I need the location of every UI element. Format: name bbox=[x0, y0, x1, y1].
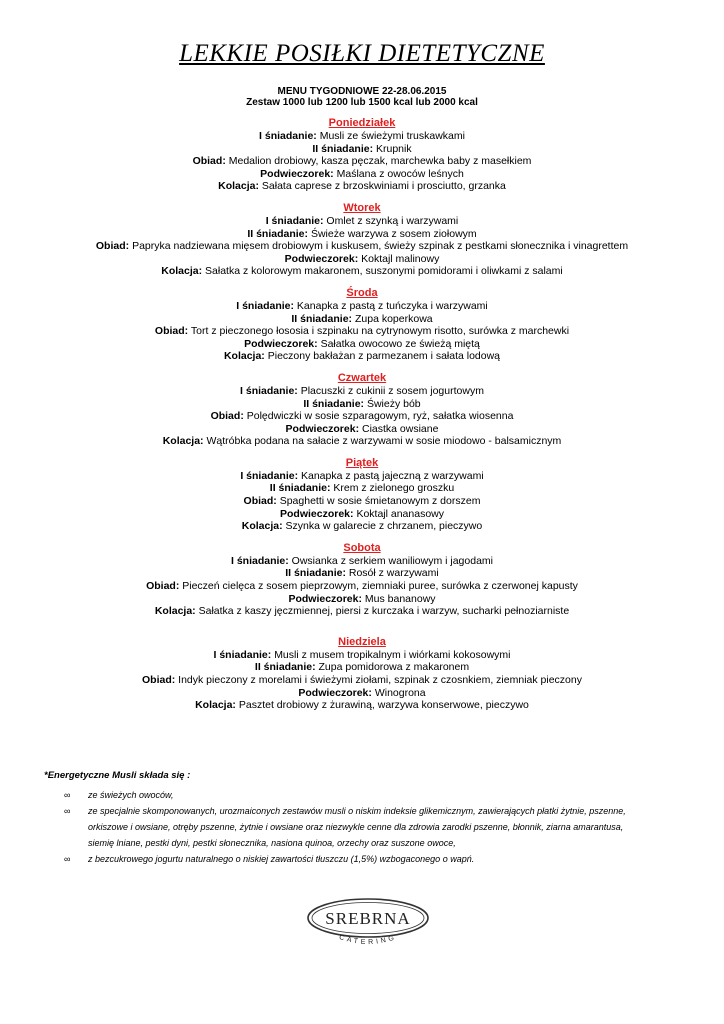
meal-row bbox=[0, 649, 724, 662]
meal-text: Omlet z szynką i warzywami bbox=[326, 214, 459, 227]
day-section bbox=[0, 202, 724, 278]
meal-text: Kanapka z pastą z tuńczyka i warzywami bbox=[296, 299, 488, 312]
meal-row bbox=[0, 168, 724, 181]
day-name: Wtorek bbox=[343, 201, 381, 214]
day-section bbox=[0, 372, 724, 448]
meal-row bbox=[0, 410, 724, 423]
day-name: Sobota bbox=[343, 541, 381, 554]
meal-text: Maślana z owoców leśnych bbox=[336, 167, 464, 180]
meal-row bbox=[0, 130, 724, 143]
meal-text: Pieczony bakłażan z parmezanem i sałata lodową bbox=[267, 350, 501, 363]
meal-label: I śniadanie: bbox=[240, 469, 299, 482]
meal-label: II śniadanie: bbox=[303, 397, 365, 410]
meal-text: Musli ze świeżymi truskawkami bbox=[319, 130, 465, 142]
meal-text: Polędwiczki w sosie szparagowym, ryż, sałatka wiosenna bbox=[246, 410, 514, 423]
day-name: Piątek bbox=[345, 456, 379, 469]
meal-row bbox=[0, 265, 724, 278]
meal-row bbox=[0, 661, 724, 674]
meal-text: Pieczeń cielęca z sosem pieprzowym, ziemniaki puree, surówka z czerwonej kapusty bbox=[182, 580, 578, 593]
meal-label: Kolacja: bbox=[162, 435, 204, 448]
meal-row bbox=[0, 338, 724, 351]
meal-label: Kolacja: bbox=[223, 350, 265, 363]
meal-row bbox=[0, 699, 724, 712]
meal-text: Świeży bób bbox=[366, 397, 421, 410]
footnote-list bbox=[44, 787, 694, 867]
meal-text: Pasztet drobiowy z żurawiną, warzywa konserwowe, pieczywo bbox=[238, 699, 529, 712]
meal-text: Tort z pieczonego łososia i szpinaku na cytrynowym risotto, surówka z marchewki bbox=[190, 325, 570, 338]
meal-text: Owsianka z serkiem waniliowym i jagodami bbox=[291, 554, 493, 567]
meal-text: Rosół z warzywami bbox=[348, 567, 439, 580]
meal-text: Świeże warzywa z sosem ziołowym bbox=[310, 227, 477, 240]
meal-text: Ciastka owsiane bbox=[362, 422, 439, 435]
meal-label: I śniadanie: bbox=[236, 299, 294, 312]
meal-label: Podwieczorek: bbox=[285, 422, 360, 435]
meal-row bbox=[0, 215, 724, 228]
meal-row bbox=[0, 520, 724, 533]
footnote-text: ze specjalnie skomponowanych, urozmaiconych zestawów musli o niskim indeksie glikemicznym, zawierających płatki żytnie, pszenne, bbox=[88, 806, 626, 816]
meal-text: Zupa koperkowa bbox=[354, 312, 433, 325]
meal-label: Obiad: bbox=[95, 240, 130, 253]
meal-label: I śniadanie: bbox=[265, 214, 324, 227]
meal-label: Podwieczorek: bbox=[284, 252, 359, 265]
meal-row bbox=[0, 580, 724, 593]
meal-text: Szynka w galarecie z chrzanem, pieczywo bbox=[285, 520, 483, 533]
meal-row bbox=[0, 674, 724, 687]
meal-text: Spaghetti w sosie śmietanowym z dorszem bbox=[279, 495, 481, 508]
meal-label: Kolacja: bbox=[195, 699, 236, 712]
meal-row bbox=[0, 300, 724, 313]
meal-label: Obiad: bbox=[154, 325, 189, 338]
meal-text: Papryka nadziewana mięsem drobiowym i kuskusem, świeży szpinak z pestkami słonecznika i vinagrettem bbox=[132, 240, 629, 253]
meal-row bbox=[0, 398, 724, 411]
meal-row bbox=[0, 495, 724, 508]
footnote-text: siemię lniane, pestki dyni, pestki słonecznika, nasiona quinoa, orzechy oraz suszone owoce, bbox=[88, 838, 456, 848]
meal-row bbox=[0, 567, 724, 580]
meal-label: Kolacja: bbox=[218, 180, 259, 193]
svg-text:CATERING: CATERING bbox=[338, 933, 398, 947]
meal-label: Obiad: bbox=[142, 674, 176, 686]
day-name: Czwartek bbox=[337, 371, 387, 384]
meal-label: II śniadanie: bbox=[291, 312, 353, 325]
meal-label: I śniadanie: bbox=[213, 648, 272, 661]
meal-row bbox=[0, 435, 724, 448]
page-title: LEKKIE POSIŁKI DIETETYCZNE bbox=[179, 40, 545, 67]
meal-row bbox=[0, 350, 724, 363]
meal-row bbox=[0, 687, 724, 700]
footnote-title: *Energetyczne Musli składa się : bbox=[44, 770, 191, 781]
meal-text: Krupnik bbox=[376, 142, 412, 155]
meal-label: Podwieczorek: bbox=[279, 507, 354, 520]
meal-row bbox=[0, 180, 724, 193]
meal-label: Obiad: bbox=[243, 495, 277, 508]
meal-text: Sałatka z kaszy jęczmiennej, piersi z kurczaka i warzyw, sucharki pełnoziarniste bbox=[198, 605, 570, 618]
menu-week-subtitle: MENU TYGODNIOWE 22-28.06.2015 bbox=[277, 86, 447, 97]
meal-label: Obiad: bbox=[210, 410, 244, 423]
footnote-text: z bezcukrowego jogurtu naturalnego o niskiej zawartości tłuszczu (1,5%) wzbogaconego o wapń. bbox=[88, 854, 475, 864]
meal-label: II śniadanie: bbox=[285, 567, 346, 580]
meal-label: Kolacja: bbox=[154, 605, 196, 618]
day-name: Środa bbox=[346, 286, 378, 299]
meal-text: Medalion drobiowy, kasza pęczak, marchewka baby z masełkiem bbox=[228, 155, 532, 168]
meal-text: Kanapka z pastą jajeczną z warzywami bbox=[301, 469, 484, 482]
meal-label: I śniadanie: bbox=[230, 554, 289, 567]
meal-row bbox=[0, 325, 724, 338]
infinity-bullet-icon: ∞ bbox=[64, 806, 71, 816]
meal-text: Musli z musem tropikalnym i wiórkami kokosowymi bbox=[274, 648, 511, 661]
meal-text: Wątróbka podana na sałacie z warzywami w sosie miodowo - balsamicznym bbox=[206, 435, 562, 448]
meal-row bbox=[0, 423, 724, 436]
svg-text:SREBRNA: SREBRNA bbox=[325, 909, 411, 928]
day-section bbox=[0, 636, 724, 712]
meal-row bbox=[0, 155, 724, 168]
srebrna-catering-logo bbox=[302, 892, 434, 952]
day-section bbox=[0, 287, 724, 363]
day-name: Poniedziałek bbox=[328, 117, 396, 129]
meal-row bbox=[0, 253, 724, 266]
musli-footnote bbox=[44, 770, 694, 867]
footnote-item bbox=[44, 835, 694, 851]
footnote-item bbox=[44, 819, 694, 835]
meal-row bbox=[0, 313, 724, 326]
meal-label: Kolacja: bbox=[241, 520, 283, 533]
footnote-item bbox=[44, 803, 694, 819]
meal-label: Podwieczorek: bbox=[288, 592, 362, 605]
meal-label: I śniadanie: bbox=[240, 384, 298, 397]
meal-text: Sałata caprese z brzoskwiniami i prosciutto, grzanka bbox=[261, 180, 506, 193]
meal-text: Winogrona bbox=[374, 686, 426, 699]
meal-label: II śniadanie: bbox=[254, 661, 316, 674]
day-section bbox=[0, 117, 724, 193]
meal-row bbox=[0, 143, 724, 156]
meal-label: Kolacja: bbox=[161, 265, 203, 278]
meal-label: II śniadanie: bbox=[269, 482, 331, 495]
day-name: Niedziela bbox=[338, 635, 386, 648]
meal-label: Obiad: bbox=[146, 580, 180, 593]
meal-text: Indyk pieczony z morelami i świeżymi ziołami, szpinak z czosnkiem, ziemniak pieczony bbox=[178, 674, 582, 686]
meal-text: Placuszki z cukinii z sosem jogurtowym bbox=[300, 384, 484, 397]
infinity-bullet-icon: ∞ bbox=[64, 854, 71, 864]
meal-text: Zupa pomidorowa z makaronem bbox=[318, 661, 470, 674]
meal-row bbox=[0, 240, 724, 253]
meal-text: Krem z zielonego groszku bbox=[333, 482, 455, 495]
footnote-text: orkiszowe i owsiane, otręby pszenne, żytnie i owsiane oraz niezwykle cenne dla zdrowia zarodki pszenne, błonnik, ziarna amarantusa, bbox=[88, 822, 624, 832]
meal-row bbox=[0, 555, 724, 568]
footnote-text: ze świeżych owoców, bbox=[88, 790, 174, 800]
meal-row bbox=[0, 482, 724, 495]
meal-row bbox=[0, 605, 724, 618]
meal-row bbox=[0, 593, 724, 606]
meal-label: Obiad: bbox=[192, 155, 226, 168]
day-section bbox=[0, 542, 724, 618]
infinity-bullet-icon: ∞ bbox=[64, 790, 71, 800]
meal-row bbox=[0, 508, 724, 521]
meal-label: Podwieczorek: bbox=[298, 686, 372, 699]
footnote-item bbox=[44, 787, 694, 803]
meal-text: Sałatka owocowo ze świeżą miętą bbox=[320, 337, 480, 350]
meal-label: I śniadanie: bbox=[259, 130, 317, 142]
meal-row bbox=[0, 470, 724, 483]
weekly-menu bbox=[0, 117, 724, 721]
meal-text: Koktajl ananasowy bbox=[356, 507, 444, 520]
meal-row bbox=[0, 228, 724, 241]
meal-text: Koktajl malinowy bbox=[361, 252, 440, 265]
meal-label: II śniadanie: bbox=[247, 227, 309, 240]
meal-text: Mus bananowy bbox=[364, 592, 436, 605]
footnote-item bbox=[44, 851, 694, 867]
kcal-sets-subtitle: Zestaw 1000 lub 1200 lub 1500 kcal lub 2000 kcal bbox=[246, 97, 478, 108]
meal-label: Podwieczorek: bbox=[260, 167, 334, 180]
day-section bbox=[0, 457, 724, 533]
meal-text: Sałatka z kolorowym makaronem, suszonymi pomidorami i oliwkami z salami bbox=[205, 265, 563, 278]
meal-row bbox=[0, 385, 724, 398]
meal-label: Podwieczorek: bbox=[244, 337, 318, 350]
meal-label: II śniadanie: bbox=[312, 142, 374, 155]
